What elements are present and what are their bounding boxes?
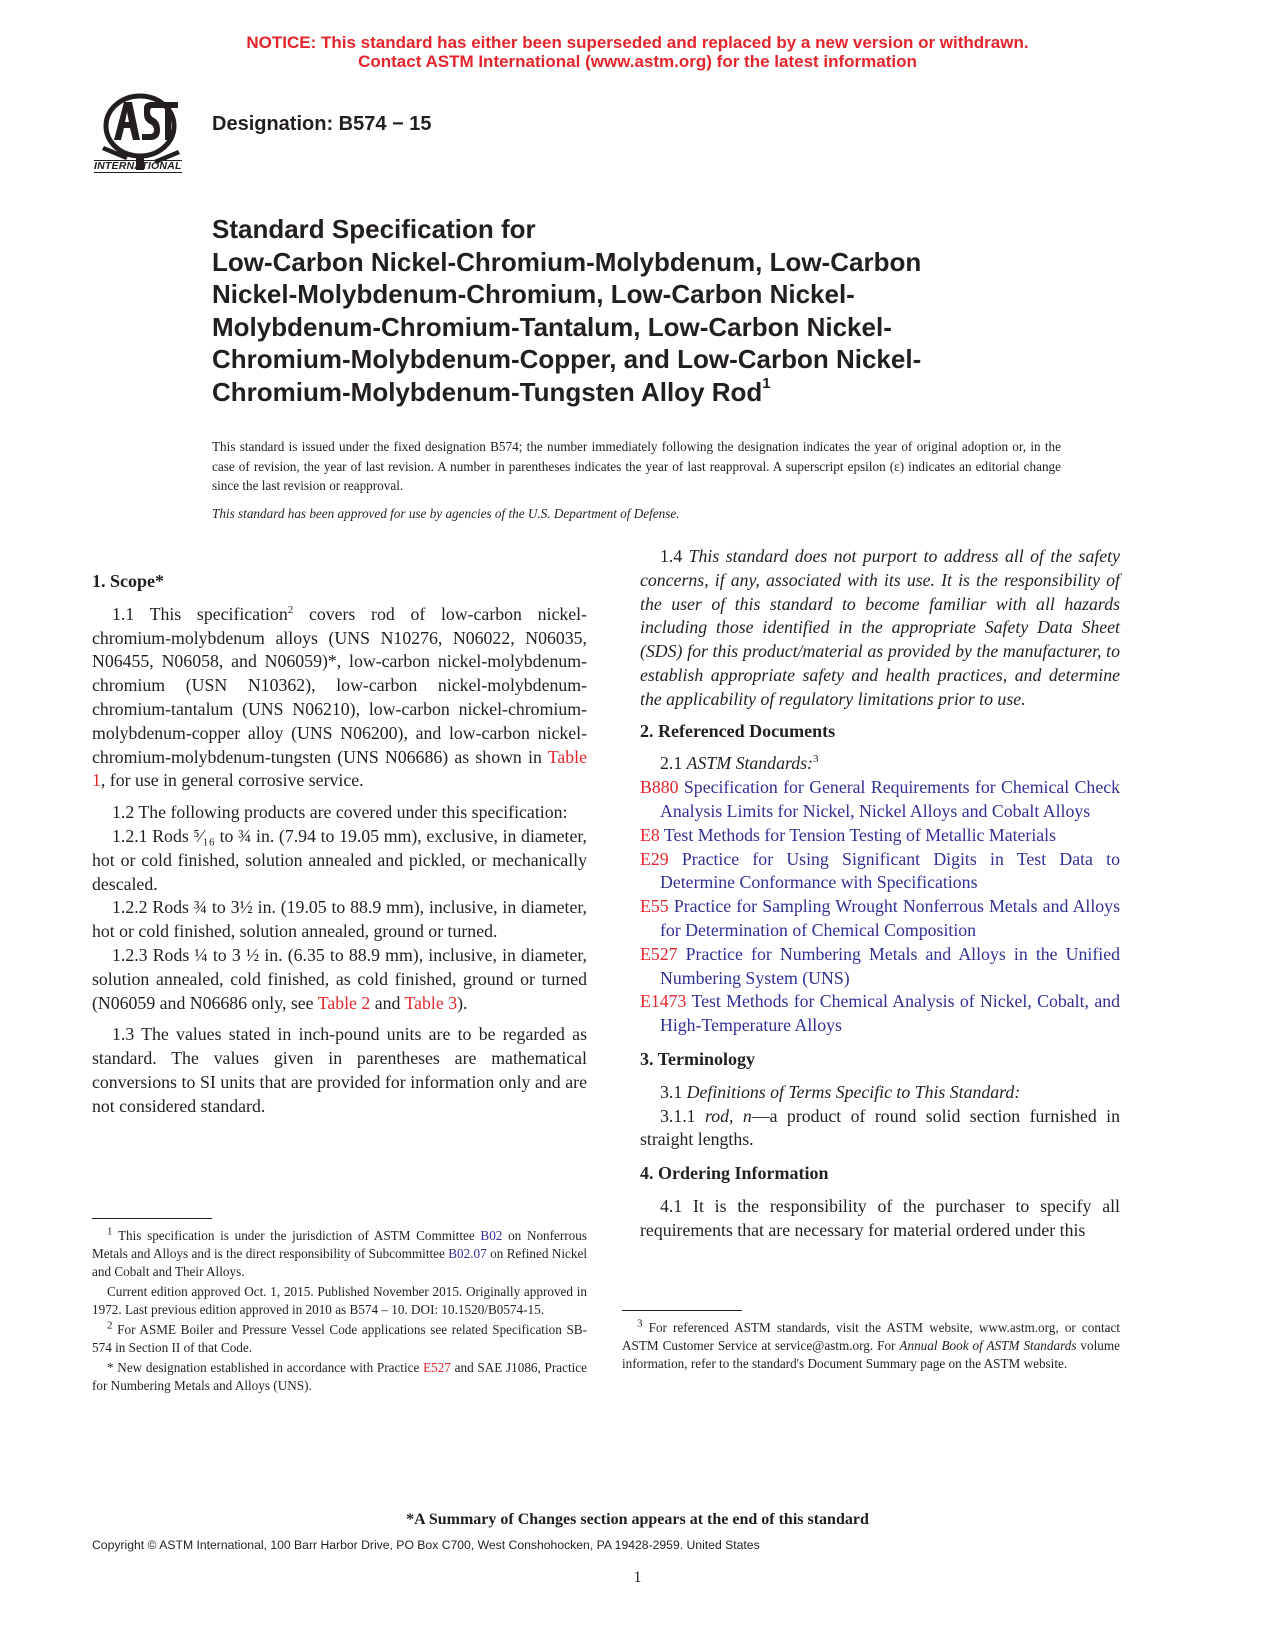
ref-item-b880[interactable]: B880 Specification for General Requirements for Chemical Check Analysis Limits for Nickel, Nickel Alloys and Cobalt Alloys <box>640 777 1120 821</box>
summary-of-changes-note: *A Summary of Changes section appears at the end of this standard <box>406 1511 869 1528</box>
footnote-rule-left <box>92 1218 212 1219</box>
astm-international-logo <box>92 88 200 180</box>
title-line: Nickel-Molybdenum-Chromium, Low-Carbon Nickel- <box>212 279 855 309</box>
issued-note: This standard is issued under the fixed designation B574; the number immediately following the designation indicates the year of original adoption or, in the case of revision, the year of last revision. A number in parentheses indicates the year of last reapproval. A superscript epsilon (ε) indicates an editorial change since the last revision or reapproval. <box>212 439 1061 493</box>
footnote-2: $^2$ For ASME Boiler and Pressure Vessel Code applications see related Specification SB-574 in Section II of that Code. <box>92 1319 587 1355</box>
table-3-link[interactable]: Table 3 <box>404 992 458 1013</box>
paragraph-2-1: 2.1 ASTM Standards:$^3$ <box>660 753 819 774</box>
ref-item-e1473[interactable]: E1473 Test Methods for Chemical Analysis of Nickel, Cobalt, and High-Temperature Alloys <box>640 991 1120 1036</box>
ref-item-e8[interactable]: E8 Test Methods for Tension Testing of Metallic Materials <box>640 824 1057 845</box>
paragraph-1-2: 1.2 The following products are covered under this specification: <box>112 802 568 823</box>
footnote-star: * New designation established in accordance with Practice E527 and SAE J1086, Practice for Numbering Metals and Alloys (UNS). <box>92 1360 587 1393</box>
footnote-current-edition: Current edition approved Oct. 1, 2015. Published November 2015. Originally approved in 1972. Last previous edition approved in 2010 as B574 – 10. DOI: 10.1520/B0574-15. <box>92 1284 587 1317</box>
table-2-link[interactable]: Table 2 <box>317 992 371 1013</box>
page-number: 1 <box>633 1569 642 1586</box>
footnote-3: $^3$ For referenced ASTM standards, visit the ASTM website, www.astm.org, or contact ASTM Customer Service at service@astm.org. For Annual Book of ASTM Standards volume information, refer to the standard's Document Summary page on the ASTM website. <box>622 1317 1120 1371</box>
paragraph-3-1: 3.1 Definitions of Terms Specific to This Standard: <box>660 1081 1021 1102</box>
footnotes-left <box>92 1227 587 1397</box>
title-line: Standard Specification for <box>212 214 536 244</box>
paragraph-1-4: 1.4 This standard does not purport to address all of the safety concerns, if any, associated with its use. It is the responsibility of the user of this standard to become familiar with all hazards including those identified in the appropriate Safety Data Sheet (SDS) for this product/material as provided by the manufacturer, to establish appropriate safety and health practices, and determine the applicability of regulatory limitations prior to use. <box>640 546 1121 709</box>
ref-item-e55[interactable]: E55 Practice for Sampling Wrought Nonferrous Metals and Alloys for Determination of Chemical Composition <box>640 896 1120 940</box>
title-line: Chromium-Molybdenum-Copper, and Low-Carbon Nickel- <box>212 344 922 374</box>
paragraph-3-1-1: 3.1.1 rod, n—a product of round solid section furnished in straight lengths. <box>640 1105 1121 1150</box>
section-3-heading: 3. Terminology <box>640 1048 756 1069</box>
paragraph-1-2-2: 1.2.2 Rods ¾ to 3½ in. (19.05 to 88.9 mm), inclusive, in diameter, hot or cold finished, solution annealed, ground or turned. <box>92 897 587 942</box>
dod-note: This standard has been approved for use by agencies of the U.S. Department of Defense. <box>212 506 680 521</box>
section-4-heading: 4. Ordering Information <box>640 1163 829 1184</box>
ref-item-e29[interactable]: E29 Practice for Using Significant Digits in Test Data to Determine Conformance with Specifications <box>640 848 1120 893</box>
title-line: Chromium-Molybdenum-Tungsten Alloy Rod$^1$ <box>212 374 771 407</box>
section-2-heading: 2. Referenced Documents <box>640 720 836 741</box>
section-1-heading: 1. Scope* <box>92 571 164 591</box>
designation: Designation: B574 − 15 <box>212 113 432 135</box>
e527-link[interactable]: E527 <box>423 1360 451 1375</box>
ref-item-e527[interactable]: E527 Practice for Numbering Metals and Alloys in the Unified Numbering System (UNS) <box>640 943 1120 988</box>
paragraph-4-1: 4.1 It is the responsibility of the purchaser to specify all requirements that are necessary for material ordered under this <box>640 1195 1120 1240</box>
paragraph-1-1: 1.1 This specification$^2$ covers rod of low-carbon nickel-chromium-molybdenum alloys (UNS N10276, N06022, N06035, N06455, N06058, and N06059)*, low-carbon nickel-molybdenum-chromium (USN N10362), low-carbon nickel-molybdenum-chromium-tantalum (UNS N06210), low-carbon nickel-chromium-molybdenum-copper alloy (UNS N06200), and low-carbon nickel-chromium-molybdenum-tungsten (UNS N06686) as shown in Table 1, for use in general corrosive service. <box>92 603 587 791</box>
title-line: Low-Carbon Nickel-Chromium-Molybdenum, Low-Carbon <box>212 246 922 277</box>
copyright: Copyright © ASTM International, 100 Barr Harbor Drive, PO Box C700, West Conshohocken, PA 19428-2959. United States <box>92 1538 760 1552</box>
notice-line-1: NOTICE: This standard has either been superseded and replaced by a new version or withdrawn. <box>246 33 1029 52</box>
page-title <box>212 213 1052 408</box>
logo-text: INTERNATIONAL <box>94 160 182 172</box>
referenced-documents-list <box>640 776 1120 1038</box>
paragraph-1-2-1: 1.2.1 Rods ⁵⁄₁₆ to ¾ in. (7.94 to 19.05 mm), exclusive, in diameter, hot or cold finished, solution annealed and pickled, or mechanically descaled. <box>92 825 587 894</box>
subcommittee-b0207-link[interactable]: B02.07 <box>448 1246 487 1261</box>
title-footnote-mark: 1 <box>762 374 771 392</box>
right-column <box>640 545 1120 1251</box>
footnote-rule-right <box>622 1310 742 1311</box>
left-column <box>92 570 587 1127</box>
paragraph-1-2-3: 1.2.3 Rods ¼ to 3 ½ in. (6.35 to 88.9 mm), inclusive, in diameter, solution annealed, cold finished, as cold finished, ground or turned (N06059 and N06686 only, see Table 2 and Table 3). <box>92 944 587 1013</box>
footnote-1: $^1$ This specification is under the jurisdiction of ASTM Committee B02 on Nonferrous Metals and Alloys and is the direct responsibility of Subcommittee B02.07 on Refined Nickel and Cobalt and Their Alloys. <box>92 1225 587 1279</box>
paragraph-1-3: 1.3 The values stated in inch-pound units are to be regarded as standard. The values given in parentheses are mathematical conversions to SI units that are provided for information only and are not considered standard. <box>92 1024 587 1116</box>
title-line: Molybdenum-Chromium-Tantalum, Low-Carbon Nickel- <box>212 311 892 342</box>
table-1-link[interactable]: Table 1 <box>92 746 587 791</box>
committee-b02-link[interactable]: B02 <box>480 1228 503 1243</box>
notice-line-2: Contact ASTM International (www.astm.org) for the latest information <box>358 52 917 71</box>
